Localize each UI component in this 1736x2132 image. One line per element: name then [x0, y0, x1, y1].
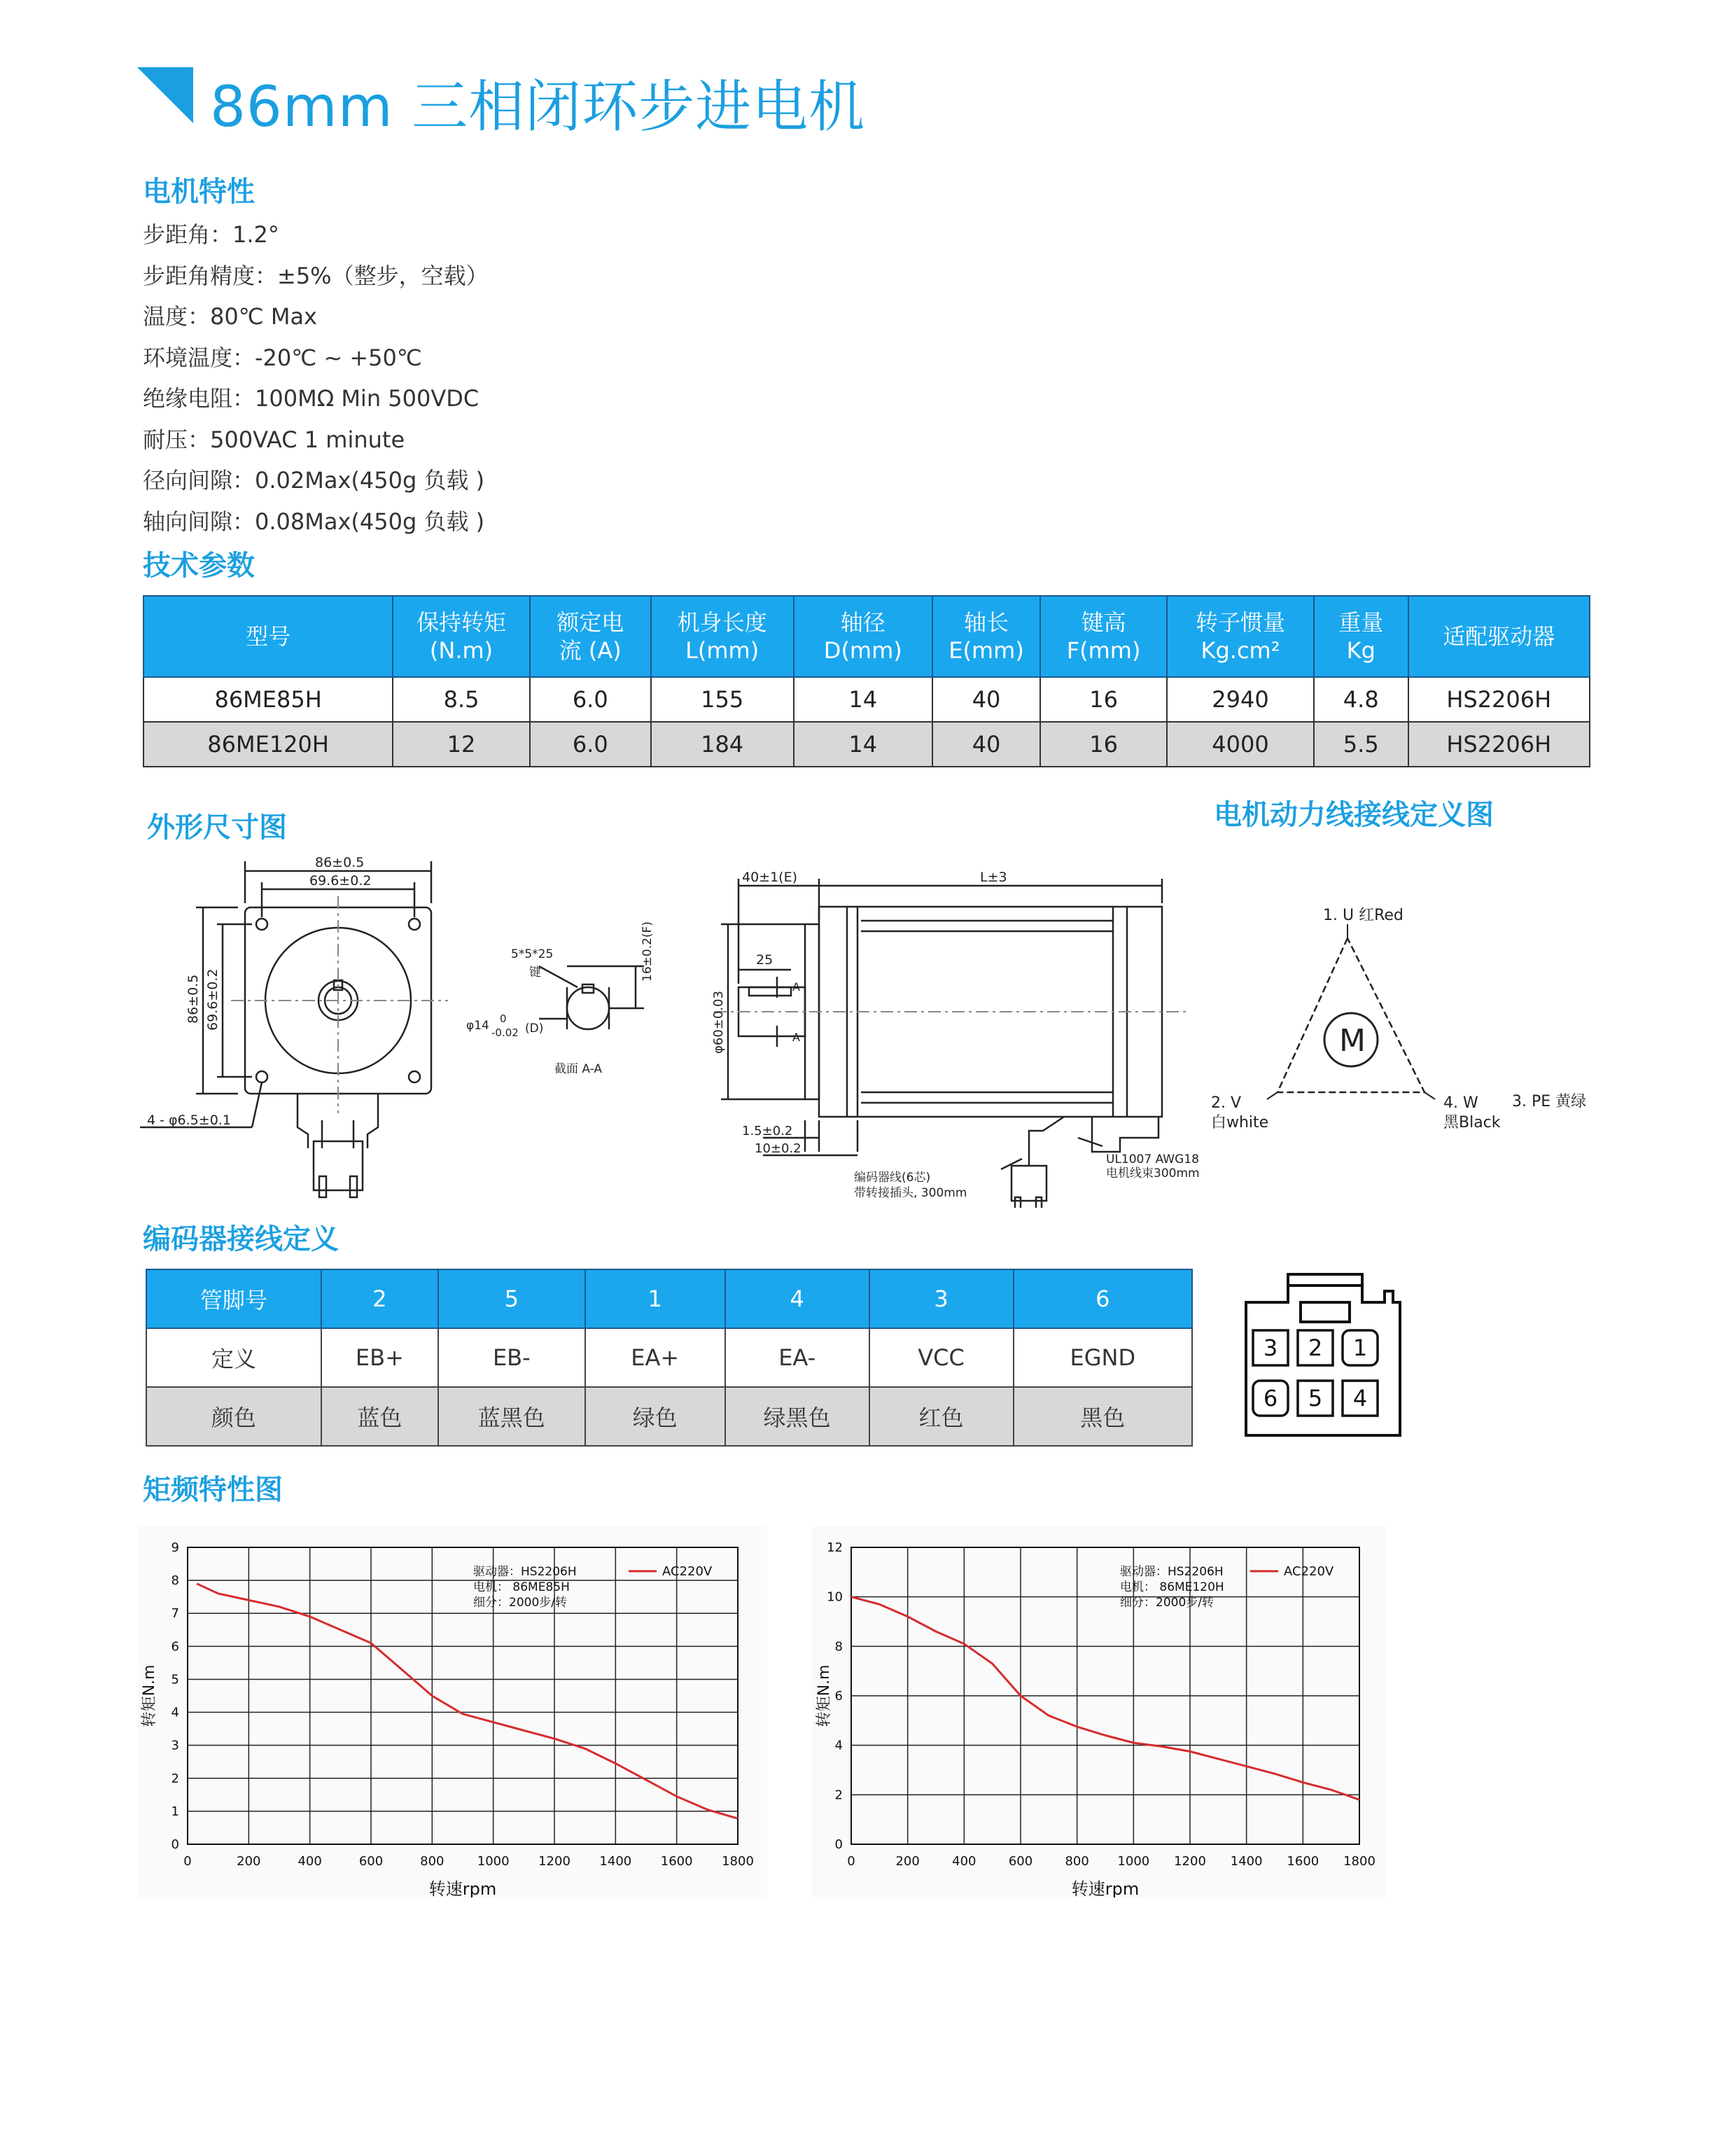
spec-cell: 16 [1040, 677, 1167, 722]
dim-69-v-label: 69.6±0.2 [205, 968, 220, 1031]
y-axis-label: 转矩N.m [141, 1664, 158, 1727]
connector-diagram [1239, 1260, 1414, 1442]
phi60-label: φ60±0.03 [711, 991, 726, 1054]
dim-86-v-label: 86±0.5 [186, 974, 201, 1024]
encoder-header: 6 [1014, 1269, 1192, 1328]
y-tick-label: 12 [827, 1540, 843, 1555]
key-label: 键 [529, 966, 541, 980]
shaft-d-suffix: (D) [525, 1022, 544, 1036]
spec-cell: 6.0 [530, 722, 651, 767]
spec-cell: 86ME85H [144, 677, 393, 722]
connector-pin-label: 2 [1308, 1335, 1323, 1361]
title-marker [137, 67, 193, 123]
y-tick-label: 0 [834, 1837, 843, 1852]
encoder-cable-label: 编码器线(6芯) [854, 1171, 931, 1185]
encoder-cell: 黑色 [1014, 1387, 1192, 1446]
spec-cell: 40 [932, 722, 1040, 767]
spec-cell: 155 [651, 677, 794, 722]
encoder-cell: 颜色 [146, 1387, 321, 1446]
shaft-d-label: φ14 [466, 1019, 489, 1033]
x-tick-label: 400 [298, 1854, 322, 1869]
spec-cell: 5.5 [1314, 722, 1408, 767]
characteristic-item: 步距角：1.2° [143, 221, 279, 248]
x-tick-label: 1400 [1230, 1854, 1263, 1869]
encoder-cell: 红色 [869, 1387, 1014, 1446]
page-title: 86mm 三相闭环步进电机 [210, 74, 866, 139]
y-tick-label: 4 [171, 1705, 179, 1720]
y-tick-label: 0 [171, 1837, 179, 1852]
y-axis-label: 转矩N.m [816, 1664, 833, 1727]
x-tick-label: 1600 [1287, 1854, 1320, 1869]
spec-header: 额定电 流 (A) [530, 596, 651, 677]
spec-cell: 184 [651, 722, 794, 767]
encoder-cell: VCC [869, 1328, 1014, 1387]
dimensions-heading: 外形尺寸图 [147, 811, 287, 844]
characteristic-item: 径向间隙：0.02Max(450g 负载 ) [143, 467, 485, 494]
phase-v-color: 白white [1211, 1114, 1269, 1131]
shaft-tol-top: 0 [500, 1012, 507, 1025]
x-tick-label: 1800 [722, 1854, 754, 1869]
section-label: 截面 A-A [554, 1062, 603, 1076]
connector-pin-label: 5 [1308, 1385, 1323, 1412]
x-tick-label: 200 [237, 1854, 261, 1869]
a-bottom-label: A [792, 1031, 800, 1044]
characteristic-item: 轴向间隙：0.08Max(450g 负载 ) [143, 508, 485, 535]
y-tick-label: 2 [171, 1771, 179, 1786]
specs-heading: 技术参数 [143, 550, 255, 582]
y-tick-label: 6 [171, 1639, 179, 1654]
encoder-cell: 绿色 [585, 1387, 725, 1446]
connector-pin-label: 3 [1263, 1335, 1278, 1361]
ul-label: UL1007 AWG18 [1106, 1152, 1199, 1166]
encoder-cell: 蓝色 [321, 1387, 438, 1446]
characteristic-item: 环境温度：-20℃ ~ +50℃ [143, 344, 422, 371]
spec-cell: 86ME120H [144, 722, 393, 767]
wiring-heading: 电机动力线接线定义图 [1214, 799, 1494, 831]
x-tick-label: 1200 [538, 1854, 570, 1869]
ul-label-2: 电机线束300mm [1106, 1166, 1200, 1180]
x-tick-label: 1600 [660, 1854, 693, 1869]
y-tick-label: 1 [171, 1804, 179, 1819]
torque-heading: 矩频特性图 [143, 1474, 283, 1506]
spec-header: 转子惯量 Kg.cm² [1167, 596, 1314, 677]
y-tick-label: 4 [834, 1738, 843, 1753]
wiring-diagram [1211, 896, 1603, 1148]
chart-info: 电机： 86ME120H [1120, 1580, 1224, 1594]
y-tick-label: 8 [171, 1573, 179, 1589]
spec-cell: 14 [794, 722, 932, 767]
chart-info: 电机： 86ME85H [473, 1580, 570, 1594]
chart-info: 驱动器：HS2206H [1120, 1565, 1224, 1579]
encoder-heading: 编码器接线定义 [143, 1223, 339, 1255]
x-tick-label: 600 [1008, 1854, 1033, 1869]
encoder-cell: EB+ [321, 1328, 438, 1387]
connector-pin-label: 6 [1263, 1385, 1278, 1412]
x-axis-label: 转速rpm [1071, 1879, 1140, 1897]
chart-background [812, 1526, 1386, 1897]
x-tick-label: 800 [1065, 1854, 1089, 1869]
characteristic-item: 温度：80℃ Max [143, 303, 317, 330]
spec-header: 轴径 D(mm) [794, 596, 932, 677]
phase-w-color: 黑Black [1443, 1114, 1501, 1131]
key-size-label: 5*5*25 [511, 947, 554, 961]
x-tick-label: 0 [183, 1854, 192, 1869]
characteristic-item: 绝缘电阻：100MΩ Min 500VDC [143, 385, 479, 412]
spec-cell: 4000 [1167, 722, 1314, 767]
y-tick-label: 2 [834, 1788, 843, 1803]
spec-cell: 2940 [1167, 677, 1314, 722]
x-tick-label: 1000 [1117, 1854, 1150, 1869]
spec-cell: 4.8 [1314, 677, 1408, 722]
connector-pin-label: 1 [1352, 1335, 1368, 1361]
torque-chart-86me120h [812, 1526, 1386, 1897]
y-tick-label: 7 [171, 1606, 179, 1622]
legend-label: AC220V [662, 1564, 713, 1579]
encoder-header: 4 [725, 1269, 869, 1328]
spec-header: 保持转矩 (N.m) [393, 596, 530, 677]
x-tick-label: 1200 [1174, 1854, 1206, 1869]
connector-pin-label: 4 [1352, 1385, 1368, 1412]
x-tick-label: 1400 [599, 1854, 632, 1869]
encoder-cell: EA- [725, 1328, 869, 1387]
encoder-table [146, 1269, 1193, 1447]
e-label: 40±1(E) [742, 870, 798, 885]
spec-row [144, 722, 1590, 767]
encoder-cell: EA+ [585, 1328, 725, 1387]
x-tick-label: 0 [847, 1854, 855, 1869]
spec-cell: 12 [393, 722, 530, 767]
a-top-label: A [792, 980, 800, 994]
characteristics-heading: 电机特性 [143, 176, 255, 208]
encoder-header: 管脚号 [146, 1269, 321, 1328]
spec-header: 适配驱动器 [1408, 596, 1590, 677]
y-tick-label: 8 [834, 1639, 843, 1654]
legend-label: AC220V [1284, 1564, 1334, 1579]
phase-u-label: 1. U 红Red [1323, 907, 1404, 924]
spec-cell: HS2206H [1408, 677, 1590, 722]
phase-w-label: 4. W [1443, 1094, 1478, 1112]
encoder-cable-label-2: 带转接插头, 300mm [854, 1186, 967, 1200]
encoder-cell: 绿黑色 [725, 1387, 869, 1446]
d25-label: 25 [756, 952, 774, 968]
torque-chart-86me85h [137, 1526, 767, 1897]
encoder-row [146, 1328, 1192, 1387]
dim-69-label: 69.6±0.2 [309, 873, 372, 889]
d15-label: 1.5±0.2 [742, 1124, 793, 1138]
x-tick-label: 400 [952, 1854, 976, 1869]
encoder-header: 3 [869, 1269, 1014, 1328]
y-tick-label: 10 [827, 1589, 843, 1605]
spec-header: 机身长度 L(mm) [651, 596, 794, 677]
encoder-cell: EB- [438, 1328, 585, 1387]
front-view-drawing [140, 847, 476, 1211]
chart-info: 驱动器：HS2206H [473, 1565, 577, 1579]
encoder-cell: EGND [1014, 1328, 1192, 1387]
spec-cell: 8.5 [393, 677, 530, 722]
x-tick-label: 1000 [477, 1854, 510, 1869]
encoder-header: 1 [585, 1269, 725, 1328]
f-label: 16±0.2(F) [640, 921, 654, 982]
encoder-row [146, 1387, 1192, 1446]
x-tick-label: 1800 [1343, 1854, 1376, 1869]
y-tick-label: 3 [171, 1738, 179, 1753]
x-tick-label: 600 [358, 1854, 384, 1869]
characteristic-item: 步距角精度：±5%（整步，空载） [143, 262, 489, 289]
y-tick-label: 5 [171, 1672, 179, 1687]
pe-label: 3. PE 黄绿 [1512, 1093, 1587, 1110]
spec-header: 重量 Kg [1314, 596, 1408, 677]
l-label: L±3 [980, 870, 1007, 885]
spec-cell: HS2206H [1408, 722, 1590, 767]
side-view-drawing [700, 858, 1204, 1208]
spec-cell: 16 [1040, 722, 1167, 767]
characteristic-item: 耐压：500VAC 1 minute [143, 426, 405, 453]
holes-label: 4 - φ6.5±0.1 [147, 1113, 231, 1128]
x-axis-label: 转速rpm [428, 1879, 497, 1897]
motor-symbol: M [1339, 1023, 1366, 1059]
d10-label: 10±0.2 [755, 1141, 802, 1156]
spec-cell: 14 [794, 677, 932, 722]
spec-row [144, 677, 1590, 722]
x-tick-label: 800 [420, 1854, 444, 1869]
dim-86-label: 86±0.5 [315, 855, 365, 870]
x-tick-label: 200 [895, 1854, 920, 1869]
shaft-tol-bot: -0.02 [491, 1026, 519, 1039]
phase-v-label: 2. V [1211, 1094, 1242, 1112]
spec-cell: 40 [932, 677, 1040, 722]
chart-info: 细分：2000步/转 [1120, 1596, 1214, 1610]
y-tick-label: 9 [171, 1540, 179, 1555]
spec-header: 型号 [144, 596, 393, 677]
spec-header: 键高 F(mm) [1040, 596, 1167, 677]
section-drawing [462, 889, 672, 1085]
encoder-cell: 定义 [146, 1328, 321, 1387]
encoder-cell: 蓝黑色 [438, 1387, 585, 1446]
spec-header: 轴长 E(mm) [932, 596, 1040, 677]
chart-info: 细分：2000步/转 [473, 1596, 567, 1610]
specs-table [143, 595, 1590, 767]
y-tick-label: 6 [834, 1689, 843, 1703]
spec-cell: 6.0 [530, 677, 651, 722]
encoder-header: 5 [438, 1269, 585, 1328]
encoder-header: 2 [321, 1269, 438, 1328]
